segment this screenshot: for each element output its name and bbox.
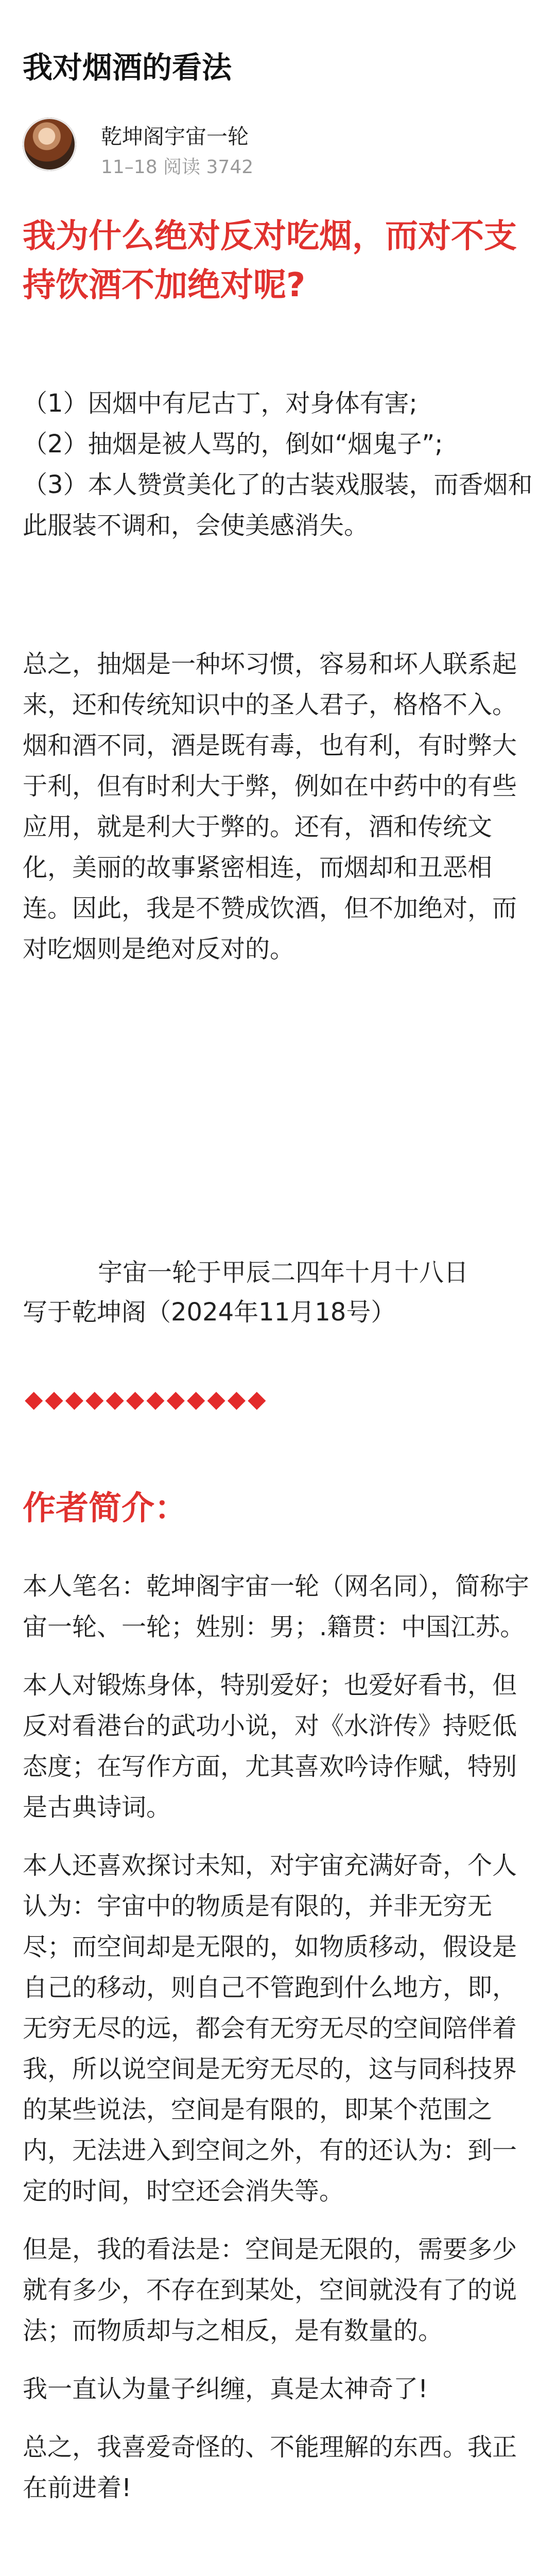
avatar[interactable]	[23, 117, 76, 171]
bio-paragraph: 我一直认为量子纠缠，真是太神奇了!	[23, 2375, 428, 2403]
signature-line: 宇宙一轮于甲辰二四年十月十八日	[98, 1258, 469, 1287]
signature-date: 写于乾坤阁（2024年11月18号）	[23, 1298, 396, 1327]
article-title: 我对烟酒的看法	[23, 50, 232, 85]
article-headline: 我为什么绝对反对吃烟，而对不支持饮酒不加绝对呢?	[23, 217, 517, 304]
reason-2: （2）抽烟是被人骂的，倒如“烟鬼子”;	[23, 430, 443, 459]
bio-section	[23, 1566, 533, 2526]
reason-3: （3）本人赞赏美化了的古装戏服装，而香烟和此服装不调和，会使美感消失。	[23, 470, 533, 540]
bio-title: 作者简介：	[23, 1489, 187, 1528]
bio-paragraph: 但是，我的看法是：空间是无限的，需要多少就有多少，不存在到某处，空间就没有了的说法；而物质却与之相反，是有数量的。	[23, 2235, 517, 2345]
bio-paragraph: 总之，我喜爱奇怪的、不能理解的东西。我正在前进着!	[23, 2433, 517, 2502]
reasons-list	[23, 383, 533, 546]
summary-paragraph: 总之，抽烟是一种坏习惯，容易和坏人联系起来，还和传统知识中的圣人君子，格格不入。烟和酒不同，酒是既有毒，也有利，有时弊大于利，但有时利大于弊，例如在中药中的有些应用，就是利大于弊的。还有，酒和传统文化，美丽的故事紧密相连，而烟却和丑恶相连。因此，我是不赞成饮酒，但不加绝对，而对吃烟则是绝对反对的。	[23, 650, 517, 963]
bio-paragraph: 本人还喜欢探讨未知，对宇宙充满好奇，个人认为：宇宙中的物质是有限的，并非无穷无尽；而空间却是无限的，如物质移动，假设是自己的移动，则自己不管跑到什么地方，即，无穷无尽的远，都会有无穷无尽的空间陪伴着我，所以说空间是无穷无尽的，这与同科技界的某些说法，空间是有限的，即某个范围之内，无法进入到空间之外，有的还认为：到一定的时间，时空还会消失等。	[23, 1851, 517, 2206]
author-name[interactable]: 乾坤阁宇宙一轮	[101, 124, 249, 149]
bio-paragraph: 本人对锻炼身体，特别爱好；也爱好看书，但反对看港台的武功小说，对《水浒传》持贬低态度；在写作方面，尤其喜欢吟诗作赋，特别是古典诗词。	[23, 1671, 517, 1822]
bio-paragraph: 本人笔名：乾坤阁宇宙一轮（网名同），简称宇宙一轮、一轮；姓别：男；.籍贯：中国江苏。	[23, 1572, 530, 1641]
article-meta: 11–18 阅读 3742	[101, 157, 254, 178]
reason-1: （1）因烟中有尼古丁，对身体有害;	[23, 389, 418, 418]
divider-diamonds: ◆◆◆◆◆◆◆◆◆◆◆◆	[25, 1385, 268, 1413]
